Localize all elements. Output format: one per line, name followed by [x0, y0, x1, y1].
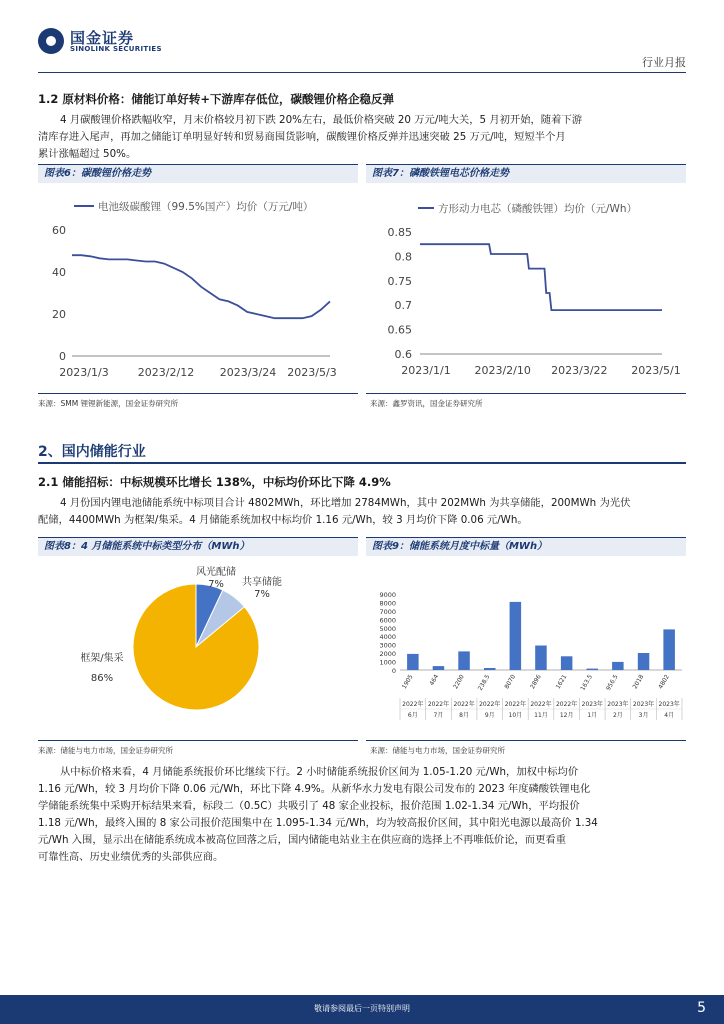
fig9-title-bar — [366, 537, 686, 556]
fig9-bar — [587, 669, 599, 670]
fig6-series-line — [72, 255, 330, 318]
para-line: 从中标价格来看，4 月储能系统报价环比继续下行。2 小时储能系统报价区间为 1.05-1.20 元/Wh，加权中标均价 — [60, 766, 579, 778]
fig9-month-label: 3月 — [638, 712, 649, 719]
fig9-bar — [407, 654, 419, 670]
fig7-x-tick-label: 2023/5/1 — [631, 364, 681, 377]
fig6-y-tick-label: 40 — [52, 266, 66, 279]
fig6-title: 图表6：碳酸锂价格走势 — [44, 168, 151, 179]
fig6-source-divider — [38, 393, 358, 394]
para-line: 累计涨幅超过 50%。 — [38, 148, 137, 160]
report-type: 行业月报 — [642, 56, 686, 69]
fig9-bar — [663, 629, 675, 670]
fig9-bar-value-label: 464 — [428, 673, 441, 687]
para-line: 可靠性高、历史业绩优秀的头部供应商。 — [38, 851, 224, 863]
fig7-title: 图表7：磷酸铁锂电芯价格走势 — [372, 168, 509, 179]
fig9-month-label: 7月 — [433, 712, 444, 719]
fig9-y-tick-label: 0 — [391, 667, 396, 675]
fig9-bar — [510, 602, 521, 670]
fig9-title: 图表9：储能系统月度中标量（MWh） — [372, 541, 548, 552]
brand-name-en: SINOLINK SECURITIES — [70, 45, 162, 53]
fig7-source-divider — [366, 393, 686, 394]
fig9-bar-value-label: 2200 — [452, 673, 466, 691]
logo-icon — [38, 28, 64, 54]
fig9-month-label: 1月 — [587, 712, 598, 719]
fig9-bar — [433, 666, 445, 670]
para-line: 学储能系统集中采购开标结果来看，标段二（0.5C）共吸引了 48 家企业投标，报价范围 1.02-1.34 元/Wh，平均报价 — [38, 800, 580, 812]
fig7-legend: 方形动力电芯（磷酸铁锂）均价（元/Wh） — [438, 203, 638, 215]
fig8-chart — [38, 560, 358, 738]
fig9-bar-value-label: 4802 — [657, 673, 671, 691]
price-analysis-paragraph — [38, 764, 686, 866]
section-1-2-paragraph — [38, 112, 686, 163]
fig9-month-label: 11月 — [534, 712, 548, 719]
fig9-y-tick-label: 6000 — [379, 616, 396, 625]
fig9-month-label: 6月 — [407, 712, 418, 719]
fig9-year-label: 2022年 — [479, 701, 501, 708]
fig7-y-tick-label: 0.75 — [387, 274, 412, 288]
fig6-title-bar — [38, 164, 358, 183]
fig9-month-label: 12月 — [559, 712, 574, 719]
fig6-source: 来源：SMM 锂锂新能源，国金证券研究所 — [38, 399, 179, 408]
pie-label-pct: 7% — [254, 589, 270, 600]
pie-label-pct: 86% — [90, 673, 114, 684]
fig7-y-tick-label: 0.8 — [394, 250, 412, 264]
para-line: 1.18 元/Wh，最终入围的 8 家公司报价范围集中在 1.095-1.34 元/Wh，均为较高报价区间，其中阳光电源以最高价 1.34 — [38, 817, 598, 829]
fig9-month-label: 8月 — [459, 712, 470, 719]
fig6-x-tick-label: 2023/5/3 — [287, 366, 337, 379]
fig9-year-label: 2022年 — [453, 701, 475, 708]
fig7-source: 来源：鑫罗资讯，国金证券研究所 — [370, 399, 483, 408]
fig6-x-tick-label: 2023/3/24 — [219, 366, 277, 379]
fig9-bar-value-label: 2896 — [529, 673, 543, 691]
fig7-title-bar — [366, 164, 686, 183]
fig9-year-label: 2022年 — [504, 701, 527, 708]
para-line: 1.16 元/Wh，较 3 月均价下降 0.06 元/Wh，环比下降 4.9%。从新华水力发电有限公司发布的 2023 年度磷酸铁锂电化 — [38, 783, 591, 795]
pie-label-name: 框架/集采 — [80, 653, 124, 664]
fig6-y-tick-label: 60 — [52, 224, 66, 237]
para-line: 4 月碳酸锂价格跌幅收窄，月末价格较月初下跌 20%左右，最低价格突破 20 万元/吨大关，5 月初开始，随着下游 — [60, 114, 582, 126]
page-number: 5 — [697, 1000, 706, 1016]
fig9-bar — [484, 668, 496, 670]
fig7-series-line — [420, 244, 662, 310]
fig9-source-divider — [366, 740, 686, 741]
fig6-x-tick-label: 2023/1/3 — [59, 366, 109, 379]
fig6-legend: 电池级碳酸锂（99.5%国产）均价（万元/吨） — [98, 201, 314, 213]
fig9-bar — [458, 651, 470, 670]
fig6-y-tick-label: 20 — [52, 308, 66, 321]
section-2-1-paragraph — [38, 495, 686, 529]
pie-label-name: 共享储能 — [242, 577, 282, 588]
fig7-x-tick-label: 2023/3/22 — [551, 364, 608, 377]
section-2-title: 2、国内储能行业 — [38, 444, 146, 460]
fig6-chart — [38, 186, 358, 386]
fig9-year-label: 2022年 — [427, 701, 450, 708]
fig6-x-tick-label: 2023/2/12 — [137, 366, 195, 379]
fig9-bar — [612, 662, 624, 670]
fig9-year-label: 2023年 — [632, 701, 655, 708]
section-1-2-title: 1.2 原材料价格：储能订单好转+下游库存低位，碳酸锂价格企稳反弹 — [38, 92, 395, 106]
fig9-y-tick-label: 8000 — [379, 599, 396, 608]
fig9-bar — [638, 653, 650, 670]
fig9-y-tick-label: 1000 — [379, 658, 396, 667]
fig9-year-label: 2022年 — [555, 701, 578, 708]
fig9-year-label: 2023年 — [607, 701, 629, 708]
para-line: 清库存进入尾声，再加之储能订单明显好转和贸易商囤货影响，碳酸锂价格反弹并迅速突破 25 万元/吨，短短半个月 — [38, 131, 566, 143]
fig9-bar-value-label: 8070 — [503, 673, 518, 691]
fig8-source: 来源：储能与电力市场，国金证券研究所 — [38, 746, 173, 755]
fig9-month-label: 4月 — [664, 712, 675, 719]
pie-label-name: 风光配储 — [196, 567, 236, 578]
footer-disclaimer: 敬请参阅最后一页特别声明 — [314, 1004, 410, 1013]
fig9-bar-value-label: 238.5 — [476, 673, 492, 692]
fig9-month-label: 10月 — [508, 712, 523, 719]
fig9-bar — [535, 646, 547, 671]
fig9-year-label: 2023年 — [658, 701, 680, 708]
fig7-x-tick-label: 2023/2/10 — [474, 364, 531, 377]
fig7-y-tick-label: 0.65 — [387, 323, 412, 337]
fig8-title: 图表8：4 月储能系统中标类型分布（MWh） — [44, 541, 250, 552]
fig9-year-label: 2022年 — [402, 701, 424, 708]
pie-label-pct: 7% — [208, 579, 224, 590]
fig9-y-tick-label: 9000 — [379, 591, 396, 599]
fig9-month-label: 9月 — [484, 712, 495, 719]
fig8-title-bar — [38, 537, 358, 556]
brand-name: 国金证券 — [70, 29, 135, 47]
fig9-chart — [366, 560, 686, 738]
fig9-bar-value-label: 956.5 — [604, 673, 620, 692]
para-line: 元/Wh 入围，显示出在储能系统成本被高位回落之后，国内储能电站业主在供应商的选择上不再唯低价论，而更看重 — [38, 834, 566, 846]
para-line: 4 月份国内锂电池储能系统中标项目合计 4802MWh，环比增加 2784MWh，其中 202MWh 为共享储能，200MWh 为光伏 — [60, 497, 631, 509]
fig9-bar — [561, 656, 573, 670]
fig7-y-tick-label: 0.85 — [387, 226, 412, 239]
header-divider — [38, 72, 686, 73]
fig9-year-label: 2023年 — [581, 701, 603, 708]
fig7-x-tick-label: 2023/1/1 — [401, 364, 451, 377]
fig9-bar-value-label: 2018 — [631, 673, 646, 691]
fig9-bar-value-label: 1905 — [400, 673, 415, 691]
fig9-bar-value-label: 1621 — [554, 673, 569, 691]
fig9-y-tick-label: 2000 — [379, 650, 396, 659]
fig9-y-tick-label: 7000 — [379, 607, 396, 616]
fig9-month-label: 2月 — [612, 712, 623, 719]
para-line: 配储，4400MWh 为框架/集采。4 月储能系统加权中标均价 1.16 元/Wh，较 3 月均价下降 0.06 元/Wh。 — [38, 514, 528, 526]
fig8-source-divider — [38, 740, 358, 741]
fig7-chart — [366, 186, 686, 386]
fig9-y-tick-label: 3000 — [379, 641, 396, 650]
fig9-source: 来源：储能与电力市场，国金证券研究所 — [370, 746, 505, 755]
fig9-bar-value-label: 163.5 — [579, 673, 595, 692]
section-2-1-title: 2.1 储能招标：中标规模环比增长 138%，中标均价环比下降 4.9% — [38, 475, 391, 489]
fig9-y-tick-label: 4000 — [379, 633, 396, 642]
fig7-y-tick-label: 0.7 — [394, 299, 412, 313]
fig9-year-label: 2022年 — [530, 701, 552, 708]
fig9-y-tick-label: 5000 — [379, 624, 396, 633]
fig6-y-tick-label: 0 — [59, 350, 66, 363]
fig7-y-tick-label: 0.6 — [394, 348, 412, 361]
section-2-divider — [38, 462, 686, 464]
